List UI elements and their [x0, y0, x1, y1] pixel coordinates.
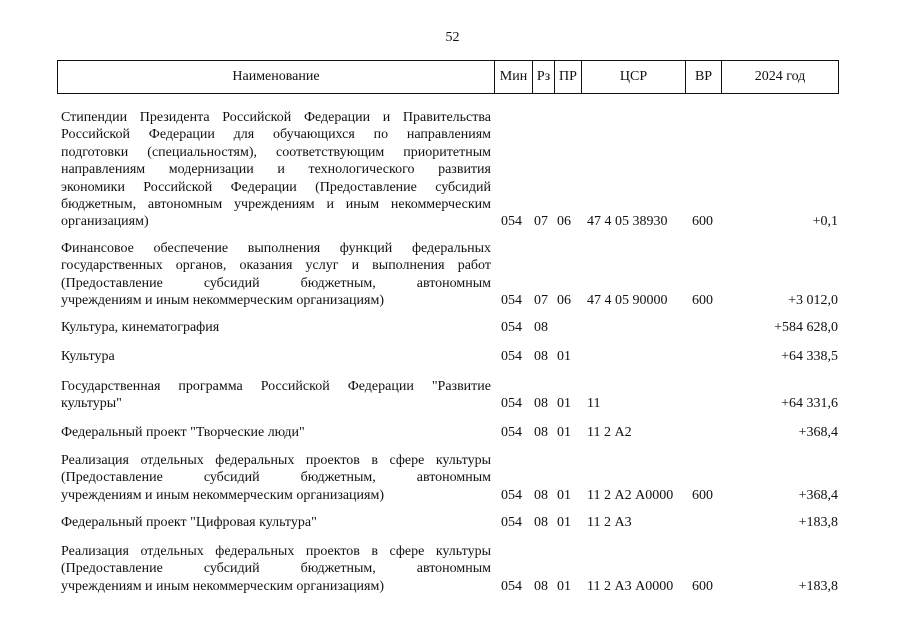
- row-name-line: Культура: [61, 349, 115, 364]
- row-vr: 600: [692, 487, 713, 503]
- row-name-line: организациям): [61, 214, 149, 230]
- row-min: 054: [501, 425, 522, 440]
- row-name-line: Федеральный проект "Цифровая культура": [61, 515, 317, 530]
- row-name-line: бюджетным, автономным учреждениям и иным некоммерческим: [61, 197, 491, 213]
- row-name-line: Реализация отдельных федеральных проектов в сфере культуры: [61, 453, 491, 468]
- row-rz: 08: [534, 396, 548, 412]
- row-pr: 01: [557, 349, 571, 364]
- row-csr: 11 2 А2: [587, 425, 632, 440]
- row-name-line: направлениям модернизации и технологического развития: [61, 162, 491, 178]
- row-csr: 11: [587, 396, 601, 412]
- header-vr: ВР: [686, 61, 722, 93]
- row-min: 054: [501, 515, 522, 530]
- row-name-line: учреждениям и иным некоммерческим организациям): [61, 578, 385, 594]
- header-rz: Рз: [533, 61, 555, 93]
- row-amount: +183,8: [798, 515, 838, 530]
- row-name-line: Федеральный проект "Творческие люди": [61, 425, 305, 440]
- row-name-line: культуры": [61, 396, 122, 412]
- row-rz: 07: [534, 214, 548, 230]
- row-name-line: государственных органов, оказания услуг и выполнения работ: [61, 258, 491, 274]
- row-name: [61, 109, 491, 231]
- row-min: 054: [501, 320, 522, 335]
- row-vr: 600: [692, 578, 713, 594]
- row-name-line: экономики Российской Федерации (Предоставление субсидий: [61, 179, 491, 195]
- row-name: [61, 514, 491, 531]
- row-name-line: Государственная программа Российской Федерации "Развитие: [61, 379, 491, 394]
- row-rz: 08: [534, 578, 548, 594]
- row-amount: +368,4: [798, 425, 838, 440]
- row-pr: 01: [557, 578, 571, 594]
- row-name-line: учреждениям и иным некоммерческим организациям): [61, 293, 385, 309]
- row-name-line: Культура, кинематография: [61, 320, 220, 335]
- row-pr: 06: [557, 293, 571, 309]
- row-pr: 01: [557, 487, 571, 503]
- row-name-line: Реализация отдельных федеральных проектов в сфере культуры: [61, 544, 491, 559]
- row-amount: +183,8: [798, 578, 838, 594]
- row-rz: 08: [534, 320, 548, 335]
- row-amount: +3 012,0: [788, 293, 838, 309]
- header-min: Мин: [495, 61, 533, 93]
- row-name: [61, 240, 491, 310]
- row-csr: 47 4 05 38930: [587, 214, 668, 230]
- header-csr: ЦСР: [582, 61, 686, 93]
- row-name-line: подготовки (специальностям), соответствующим приоритетным: [61, 144, 491, 160]
- row-name: [61, 378, 491, 413]
- row-amount: +0,1: [812, 214, 838, 230]
- row-min: 054: [501, 578, 522, 594]
- row-pr: 01: [557, 515, 571, 530]
- row-vr: 600: [692, 214, 713, 230]
- row-csr: 11 2 А3 А0000: [587, 578, 674, 594]
- row-name: [61, 452, 491, 504]
- row-min: 054: [501, 214, 522, 230]
- row-rz: 08: [534, 515, 548, 530]
- row-min: 054: [501, 293, 522, 309]
- row-name: [61, 543, 491, 595]
- row-min: 054: [501, 349, 522, 364]
- row-name-line: Стипендии Президента Российской Федерации и Правительства: [61, 110, 491, 125]
- row-pr: 06: [557, 214, 571, 230]
- row-name-line: учреждениям и иным некоммерческим организациям): [61, 487, 385, 503]
- row-name-line: Российской Федерации для обучающихся по направлениям: [61, 127, 491, 143]
- row-amount: +64 331,6: [781, 396, 838, 412]
- row-min: 054: [501, 396, 522, 412]
- header-year: 2024 год: [754, 69, 806, 84]
- row-pr: 01: [557, 396, 571, 412]
- header-name: Наименование: [58, 61, 495, 93]
- row-name-line: (Предоставление субсидий бюджетным, автономным: [61, 561, 491, 577]
- row-vr: 600: [692, 293, 713, 309]
- row-rz: 07: [534, 293, 548, 309]
- row-name: [61, 319, 491, 336]
- row-amount: +584 628,0: [774, 320, 838, 335]
- table-header: [57, 60, 839, 94]
- row-rz: 08: [534, 349, 548, 364]
- row-pr: 01: [557, 425, 571, 440]
- row-name-line: (Предоставление субсидий бюджетным, автономным: [61, 275, 491, 291]
- row-csr: 11 2 А2 А0000: [587, 487, 674, 503]
- row-name-line: Финансовое обеспечение выполнения функций федеральных: [61, 241, 491, 256]
- row-rz: 08: [534, 425, 548, 440]
- row-csr: 11 2 А3: [587, 515, 632, 530]
- row-rz: 08: [534, 487, 548, 503]
- header-pr: ПР: [555, 61, 582, 93]
- row-csr: 47 4 05 90000: [587, 293, 668, 309]
- row-name: [61, 348, 491, 365]
- row-amount: +64 338,5: [781, 349, 838, 364]
- row-name: [61, 424, 491, 441]
- row-name-line: (Предоставление субсидий бюджетным, автономным: [61, 470, 491, 486]
- page-number: 52: [445, 30, 460, 45]
- row-min: 054: [501, 487, 522, 503]
- row-amount: +368,4: [798, 487, 838, 503]
